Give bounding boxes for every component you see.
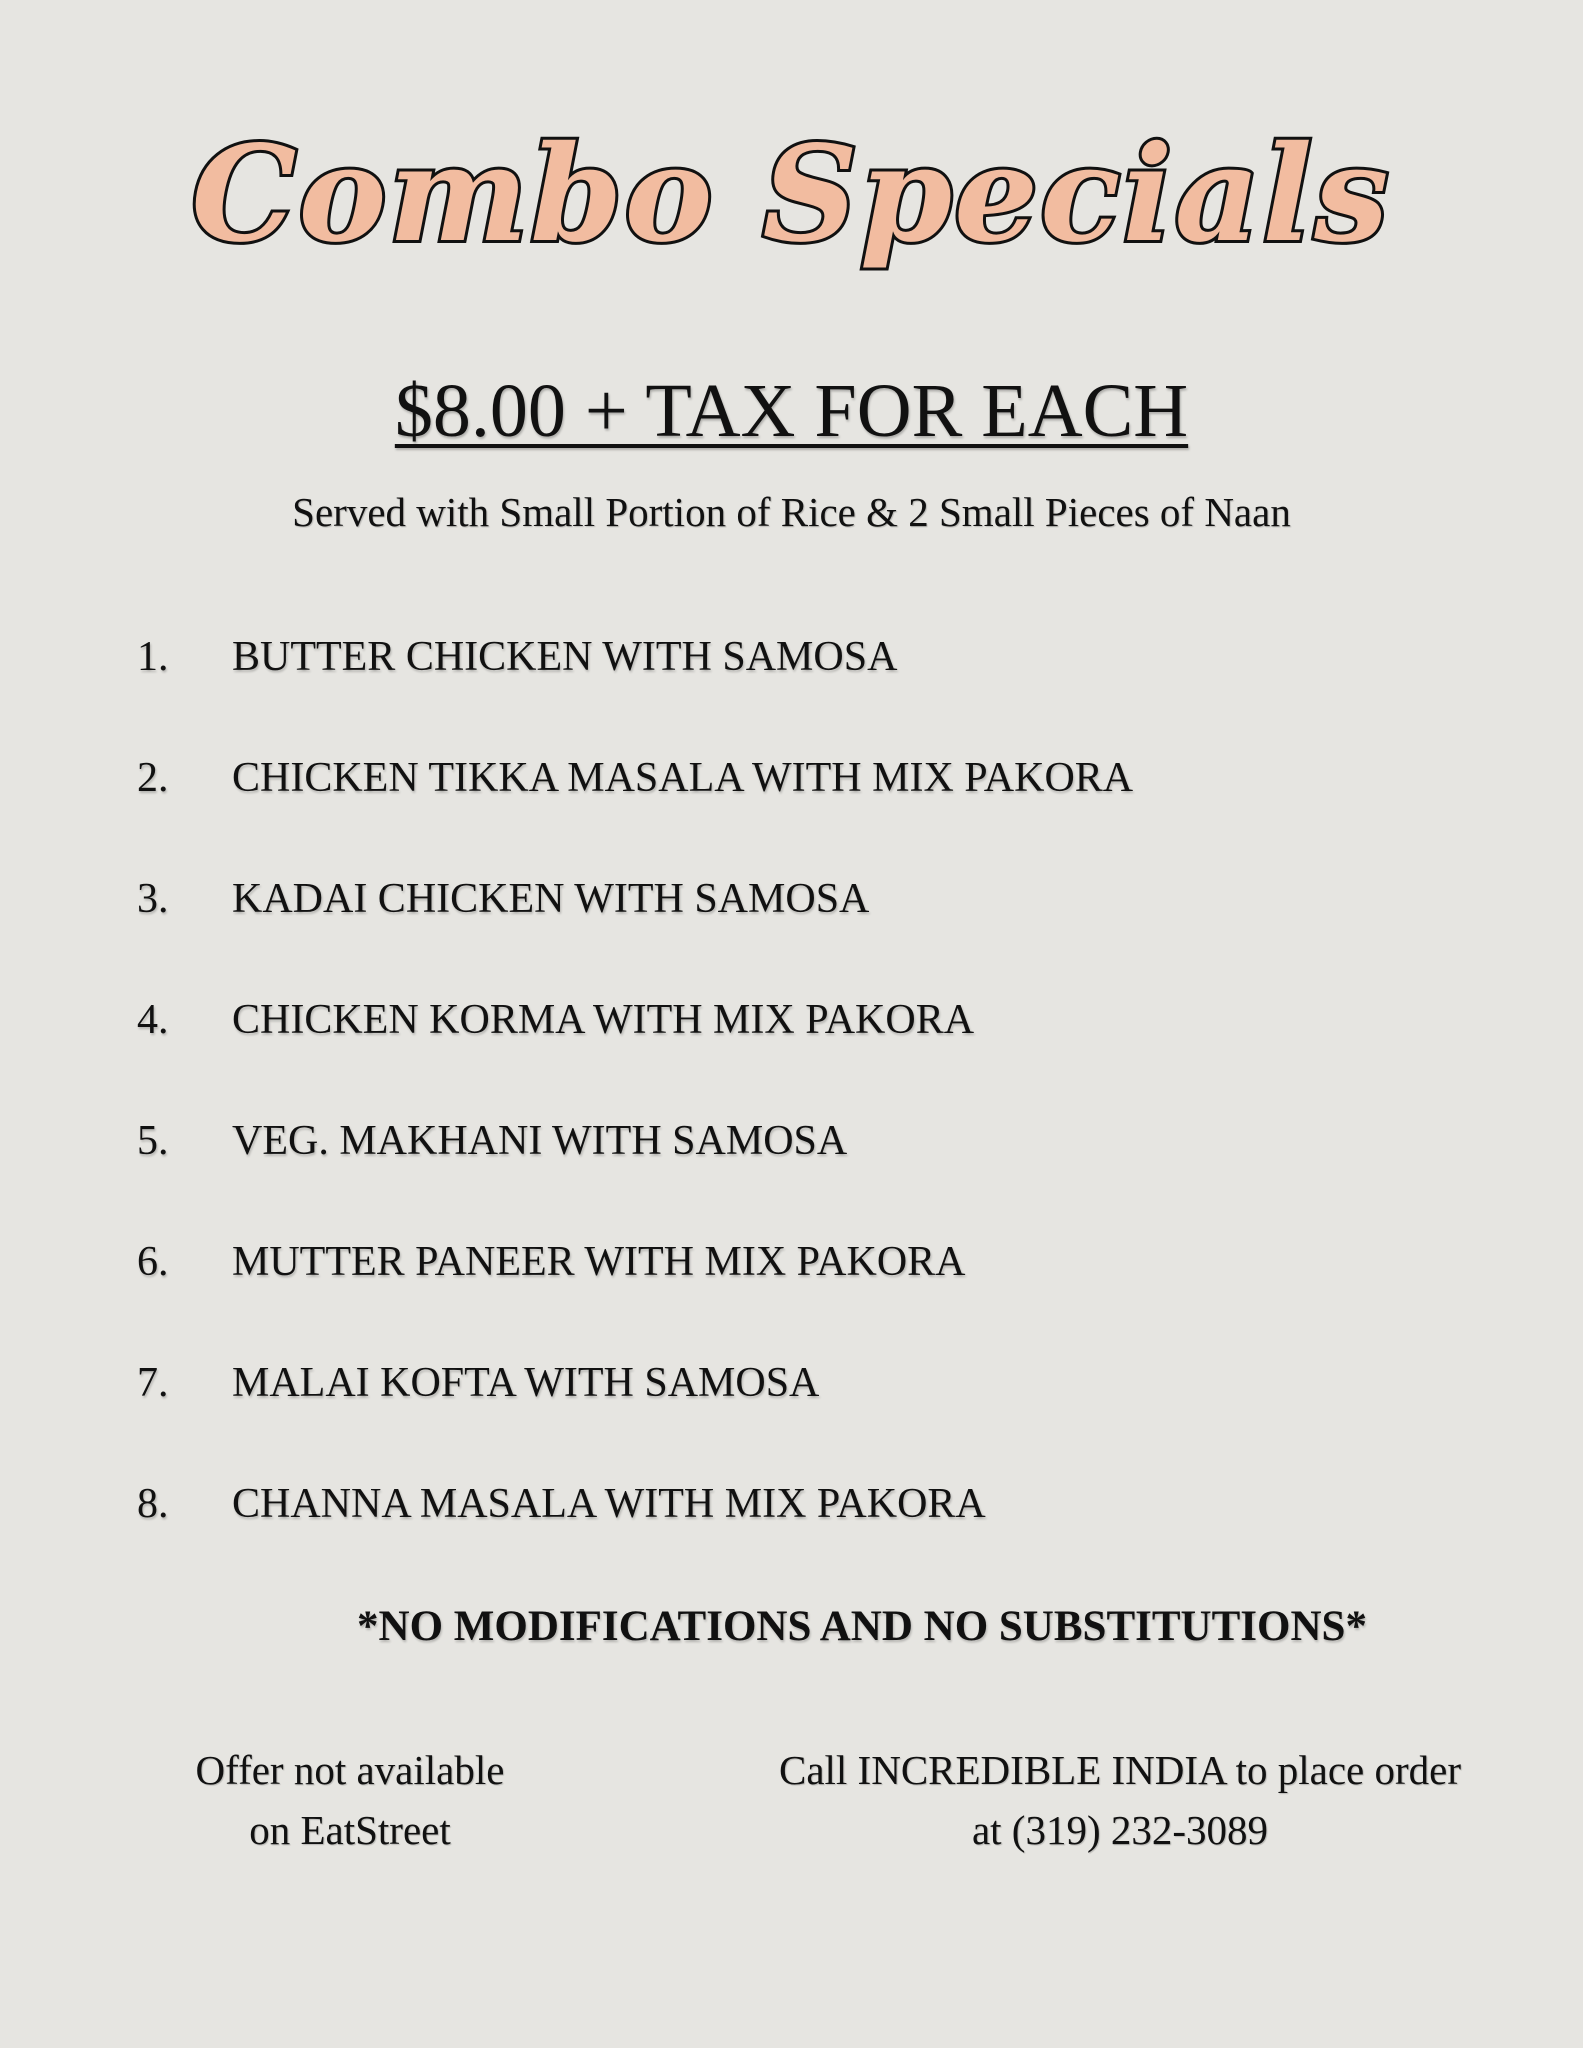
menu-item-number: 4. (137, 997, 169, 1043)
menu-item (0, 1353, 1583, 1413)
menu-item-number: 3. (137, 876, 169, 922)
page-title: Combo Specials (191, 117, 1391, 272)
menu-item (0, 990, 1583, 1050)
price-heading: $8.00 + TAX FOR EACH (394, 369, 1189, 453)
order-phone-line: at (319) 232-3089 (971, 1807, 1269, 1853)
menu-item-label: KADAI CHICKEN WITH SAMOSA (232, 876, 870, 922)
menu-item-number: 5. (137, 1118, 169, 1164)
menu-item (0, 869, 1583, 929)
menu-item (0, 1474, 1583, 1534)
menu-item (0, 1232, 1583, 1292)
menu-item-label: CHICKEN KORMA WITH MIX PAKORA (232, 997, 975, 1043)
menu-item (0, 748, 1583, 808)
title-banner (0, 110, 1583, 310)
order-phone-note (720, 1740, 1520, 1860)
menu-item-number: 8. (137, 1481, 169, 1527)
eatstreet-note-line: on EatStreet (249, 1807, 451, 1853)
menu-item-number: 2. (137, 755, 169, 801)
menu-item-label: CHANNA MASALA WITH MIX PAKORA (232, 1481, 986, 1527)
title-graphic (0, 110, 1583, 310)
menu-item-number: 7. (137, 1360, 169, 1406)
served-with-note: Served with Small Portion of Rice & 2 Small Pieces of Naan (292, 489, 1291, 535)
menu-item-label: VEG. MAKHANI WITH SAMOSA (232, 1118, 848, 1164)
order-phone-line: Call INCREDIBLE INDIA to place order (778, 1747, 1462, 1793)
menu-item-label: BUTTER CHICKEN WITH SAMOSA (232, 634, 898, 680)
menu-item-number: 6. (137, 1239, 169, 1285)
eatstreet-note-line: Offer not available (195, 1747, 505, 1793)
menu-item-label: MALAI KOFTA WITH SAMOSA (232, 1360, 820, 1406)
no-substitutions-notice: *NO MODIFICATIONS AND NO SUBSTITUTIONS* (357, 1603, 1367, 1650)
menu-item (0, 627, 1583, 687)
eatstreet-note (150, 1740, 550, 1860)
menu-item (0, 1111, 1583, 1171)
menu-item-label: CHICKEN TIKKA MASALA WITH MIX PAKORA (232, 755, 1134, 801)
menu-item-number: 1. (137, 634, 169, 680)
menu-item-label: MUTTER PANEER WITH MIX PAKORA (232, 1239, 966, 1285)
